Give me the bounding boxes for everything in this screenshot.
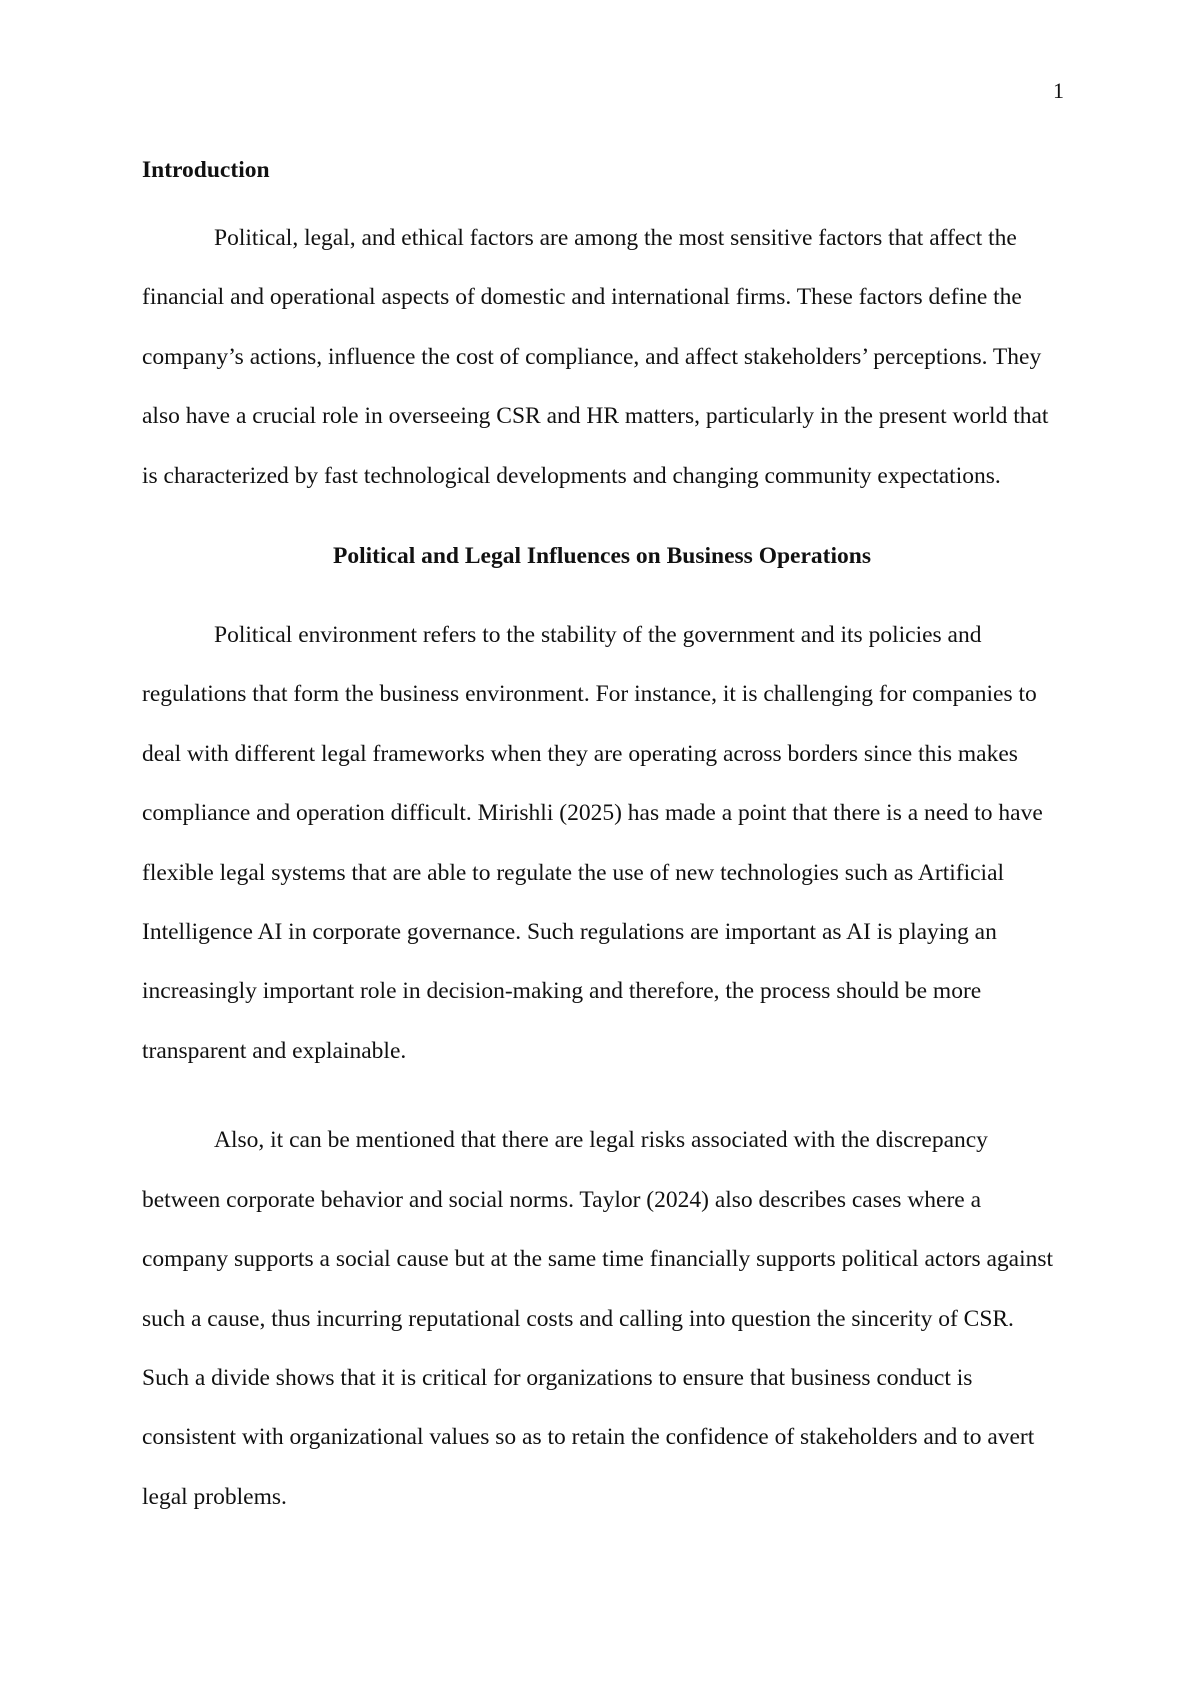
paragraph-political-environment: Political environment refers to the stability of the government and its policies and regulations that form the business environment. For instance, it is challenging for companies to deal with different legal frameworks when they are operating across borders since this makes compliance and operation difficult. Mirishli (2025) has made a point that there is a need to have flexible legal systems that are able to regulate the use of new technologies such as Artificial Intelligence AI in corporate governance. Such regulations are important as AI is playing an increasingly important role in decision-making and therefore, the process should be more transparent and explainable.	[142, 622, 1043, 1064]
page-number: 1	[1053, 78, 1064, 103]
section-heading-political-legal: Political and Legal Influences on Business Operations	[333, 543, 871, 570]
document-body	[142, 150, 1062, 1527]
section-heading-introduction: Introduction	[142, 157, 270, 183]
paragraph-legal-risks: Also, it can be mentioned that there are legal risks associated with the discrepancy between corporate behavior and social norms. Taylor (2024) also describes cases where a company supports a social cause but at the same time financially supports political actors against such a cause, thus incurring reputational costs and calling into question the sincerity of CSR. Such a divide shows that it is critical for organizations to ensure that business conduct is consistent with organizational values so as to retain the confidence of stakeholders and to avert legal problems.	[142, 1127, 1054, 1510]
paragraph-introduction: Political, legal, and ethical factors are among the most sensitive factors that affect the financial and operational aspects of domestic and international firms. These factors define the company’s actions, influence the cost of compliance, and affect stakeholders’ perceptions. They also have a crucial role in overseeing CSR and HR matters, particularly in the present world that is characterized by fast technological developments and changing community expectations.	[142, 225, 1049, 489]
